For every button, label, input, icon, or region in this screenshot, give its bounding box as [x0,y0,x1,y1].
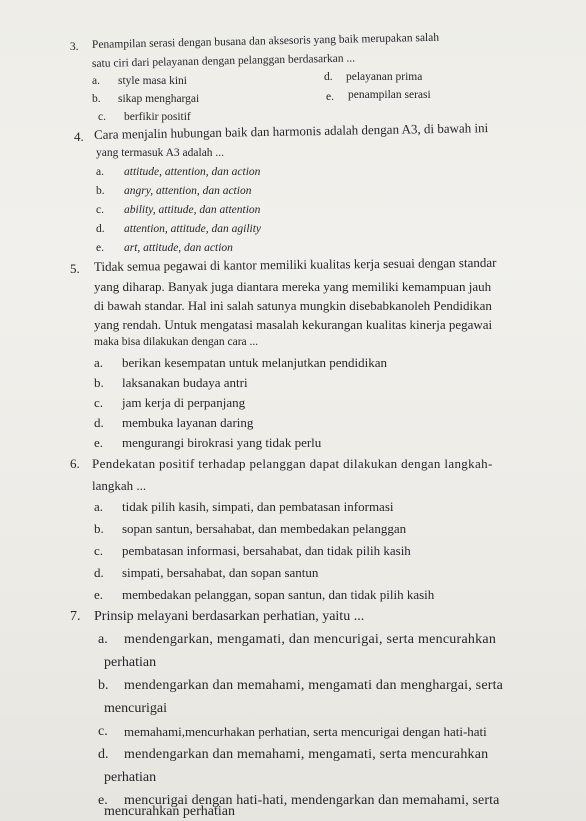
option-letter: d. [98,747,109,762]
question-stem-line: yang rendah. Untuk mengatasi masalah kekurangan kualitas kinerja pegawai [94,317,493,332]
question-number: 7. [70,609,81,624]
question-stem-line: langkah ... [92,478,147,493]
option-letter: a. [94,355,104,370]
option-letter: b. [94,521,104,536]
option-text-line: mencurigai dengan hati-hati, mendengarkan dan memahami, serta [124,793,500,808]
option-letter: c. [98,111,106,123]
option-text-line: mencurigai [104,701,167,716]
option-text: angry, attention, dan action [124,185,252,197]
question-stem-line: maka bisa dilakukan dengan cara ... [94,336,259,348]
option-letter: a. [94,499,104,514]
option-text-line: mendengarkan, mengamati, dan mencurigai, serta mencurahkan [124,632,497,647]
option-letter: d. [94,415,104,430]
question-number: 3. [69,40,79,53]
option-text-line: memahami,mencurhakan perhatian, serta mencurigai dengan hati-hati [124,724,487,739]
option-text: jam kerja di perpanjang [122,395,246,410]
option-letter: d. [96,223,105,235]
option-letter: c. [96,204,104,216]
question-stem-line: Tidak semua pegawai di kantor memiliki kualitas kerja sesuai dengan standar [93,254,497,274]
option-letter: e. [94,587,104,602]
option-letter: c. [94,395,104,410]
question-stem-line: yang termasuk A3 adalah ... [96,147,225,159]
option-text: membuka layanan daring [122,415,254,430]
option-text-line: perhatian [104,770,157,785]
option-text: penampilan serasi [348,89,431,101]
option-text: sopan santun, bersahabat, dan membedakan pelanggan [122,521,407,536]
question-stem-line: Pendekatan positif terhadap pelanggan dapat dilakukan dengan langkah- [92,456,493,471]
question-number: 5. [70,261,80,276]
option-text: pembatasan informasi, bersahabat, dan tidak pilih kasih [122,543,411,558]
option-letter: a. [98,632,108,647]
option-text: pelayanan prima [346,71,423,83]
question-number: 4. [74,129,84,144]
option-text: attitude, attention, dan action [124,166,261,178]
option-letter: e. [98,793,108,808]
option-letter: c. [98,724,108,739]
option-letter: a. [96,166,104,178]
option-text: berikan kesempatan untuk melanjutkan pendidikan [122,355,387,370]
option-text-line: perhatian [104,655,157,670]
option-text: sikap menghargai [118,93,200,105]
option-letter: e. [94,435,104,450]
question-stem-line: Cara menjalin hubungan baik dan harmonis adalah dengan A3, di bawah ini [93,120,489,142]
option-letter: d. [94,565,104,580]
question-stem-line: yang diharap. Banyak juga diantara mereka yang memiliki kemampuan jauh [94,279,492,294]
option-letter: b. [96,185,105,197]
option-text: berfikir positif [124,111,191,123]
option-text-line: mendengarkan dan memahami, mengamati dan menghargai, serta [124,678,504,693]
question-number: 6. [70,456,80,471]
option-text: tidak pilih kasih, simpati, dan pembatasan informasi [122,499,394,514]
option-text-line: mencurahkan perhatian [104,804,235,819]
option-letter: a. [92,75,100,87]
option-letter: d. [324,71,333,83]
option-text: ability, attitude, dan attention [124,204,261,216]
option-text: art, attitude, dan action [124,242,233,254]
option-text: mengurangi birokrasi yang tidak perlu [122,435,322,450]
option-letter: e. [326,91,334,103]
option-text: simpati, bersahabat, dan sopan santun [122,565,319,580]
option-text: membedakan pelanggan, sopan santun, dan tidak pilih kasih [122,587,435,602]
question-stem-line: satu ciri dari pelayanan dengan pelanggan berdasarkan ... [91,52,356,70]
option-text: laksanakan budaya antri [122,375,248,390]
question-stem-line: di bawah standar. Hal ini salah satunya mungkin disebabkanoleh Pendidikan [94,298,492,313]
question-stem-line: Penampilan serasi dengan busana dan aksesoris yang baik merupakan salah [91,31,440,51]
option-text: attention, attitude, dan agility [124,223,262,235]
option-text-line: mendengarkan dan memahami, mengamati, serta mencurahkan [124,747,489,762]
option-letter: e. [96,242,104,254]
option-text: style masa kini [118,75,187,87]
option-letter: c. [94,543,104,558]
option-letter: b. [98,678,109,693]
option-letter: b. [92,93,101,105]
question-stem-line: Prinsip melayani berdasarkan perhatian, yaitu ... [94,609,365,624]
option-letter: b. [94,375,104,390]
